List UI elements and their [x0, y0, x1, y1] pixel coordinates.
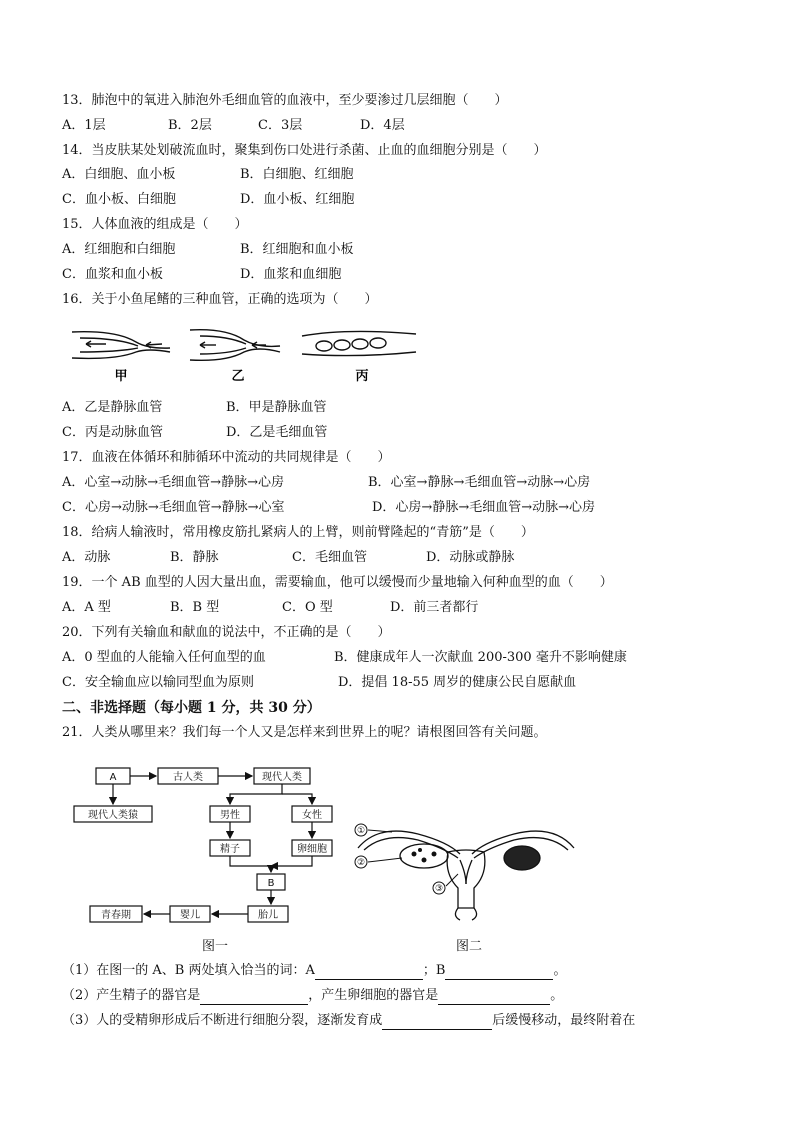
sub-question-2-text-c: 。	[550, 988, 564, 1003]
q16-option-b: B．甲是静脉血管	[226, 400, 327, 415]
question-13: 13．肺泡中的氧进入肺泡外毛细血管的血液中，至少要渗过几层细胞（ ）	[62, 93, 508, 108]
question-17: 17．血液在体循环和肺循环中流动的共同规律是（ ）	[62, 450, 391, 465]
vessel-label-jia: 甲	[114, 369, 128, 384]
sub-question-2-text-a: （2）产生精子的器官是	[62, 988, 201, 1003]
blank-egg-organ[interactable]	[438, 990, 550, 1005]
figure-1-caption: 图一	[202, 939, 229, 954]
figure-1-flowchart	[70, 760, 350, 928]
node-modern-ape: 现代人类猿	[88, 810, 138, 821]
q14-option-d: D．血小板、红细胞	[240, 192, 355, 207]
q18-option-d: D．动脉或静脉	[426, 550, 515, 565]
node-fetus: 胎儿	[258, 910, 278, 921]
q20-option-d: D．提倡 18-55 周岁的健康公民自愿献血	[338, 675, 577, 690]
question-19: 19．一个 AB 血型的人因大量出血，需要输血，他可以缓慢而少量地输入何种血型的血（ ）	[62, 575, 613, 590]
q20-option-a: A．0 型血的人能输入任何血型的血	[62, 650, 266, 665]
sub-question-2	[62, 987, 563, 1005]
label-3: ③	[434, 884, 444, 894]
sub-question-1-text-b: ；B	[422, 963, 446, 978]
blank-a[interactable]	[315, 965, 423, 980]
q18-option-c: C．毛细血管	[292, 550, 367, 565]
question-14: 14．当皮肤某处划破流血时，聚集到伤口处进行杀菌、止血的血细胞分别是（ ）	[62, 143, 547, 158]
q18-option-a: A．动脉	[62, 550, 111, 565]
q19-option-b: B．B 型	[170, 600, 220, 615]
question-20: 20．下列有关输血和献血的说法中，不正确的是（ ）	[62, 625, 391, 640]
vessel-label-bing: 丙	[355, 369, 369, 384]
node-a: A	[109, 772, 117, 783]
section-2-heading: 二、非选择题（每小题 1 分，共 30 分）	[62, 700, 321, 716]
q16-option-c: C．丙是动脉血管	[62, 425, 163, 440]
node-sperm: 精子	[220, 844, 240, 855]
q15-option-a: A．红细胞和白细胞	[62, 242, 176, 257]
q20-option-c: C．安全输血应以输同型血为原则	[62, 675, 254, 690]
sub-question-1-text-c: 。	[553, 963, 567, 978]
q14-option-b: B．白细胞、红细胞	[240, 167, 354, 182]
sub-question-3-text-b: 后缓慢移动，最终附着在	[492, 1013, 636, 1028]
q14-option-a: A．白细胞、血小板	[62, 167, 176, 182]
q13-option-d: D．4层	[360, 118, 405, 133]
q16-option-a: A．乙是静脉血管	[62, 400, 163, 415]
figure-2-uterus	[348, 818, 584, 922]
question-18: 18．给病人输液时，常用橡皮筋扎紧病人的上臂，则前臂隆起的“青筋”是（ ）	[62, 525, 534, 540]
vessel-label-yi: 乙	[231, 369, 245, 384]
q19-option-d: D．前三者都行	[390, 600, 479, 615]
sub-question-2-text-b: ，产生卵细胞的器官是	[308, 988, 439, 1003]
node-puberty: 青春期	[101, 910, 131, 921]
node-infant: 婴儿	[180, 910, 200, 921]
q16-option-d: D．乙是毛细血管	[226, 425, 328, 440]
question-21: 21．人类从哪里来？我们每一个人又是怎样来到世界上的呢？请根图回答有关问题。	[62, 725, 547, 740]
node-modern-human: 现代人类	[262, 772, 302, 783]
label-2: ②	[356, 858, 366, 868]
vessel-diagram	[66, 322, 426, 384]
blank-embryo[interactable]	[382, 1015, 492, 1030]
question-15: 15．人体血液的组成是（ ）	[62, 217, 248, 232]
q19-option-a: A．A 型	[62, 600, 111, 615]
sub-question-3	[62, 1012, 635, 1030]
sub-question-3-text-a: （3）人的受精卵形成后不断进行细胞分裂，逐渐发育成	[62, 1013, 383, 1028]
q13-option-c: C．3层	[258, 118, 303, 133]
q14-option-c: C．血小板、白细胞	[62, 192, 176, 207]
label-1: ①	[356, 826, 366, 836]
blank-sperm-organ[interactable]	[200, 990, 308, 1005]
q18-option-b: B．静脉	[170, 550, 219, 565]
q15-option-d: D．血浆和血细胞	[240, 267, 342, 282]
q13-option-b: B．2层	[168, 118, 212, 133]
node-ancient-human: 古人类	[173, 772, 203, 783]
node-egg: 卵细胞	[297, 844, 327, 855]
blank-b[interactable]	[445, 965, 553, 980]
q15-option-b: B．红细胞和血小板	[240, 242, 354, 257]
q17-option-c: C．心房→动脉→毛细血管→静脉→心室	[62, 500, 285, 515]
q17-option-d: D．心房→静脉→毛细血管→动脉→心房	[372, 500, 595, 515]
question-16: 16．关于小鱼尾鳍的三种血管，正确的选项为（ ）	[62, 292, 378, 307]
figure-2-caption: 图二	[456, 939, 483, 954]
q15-option-c: C．血浆和血小板	[62, 267, 163, 282]
q13-option-a: A．1层	[62, 118, 106, 133]
node-male: 男性	[220, 810, 240, 821]
node-female: 女性	[302, 810, 322, 821]
q17-option-a: A．心室→动脉→毛细血管→静脉→心房	[62, 475, 284, 490]
q17-option-b: B．心室→静脉→毛细血管→动脉→心房	[368, 475, 591, 490]
sub-question-1	[62, 962, 566, 980]
q20-option-b: B．健康成年人一次献血 200-300 毫升不影响健康	[334, 650, 627, 665]
node-b: B	[267, 878, 275, 889]
sub-question-1-text-a: （1）在图一的 A、B 两处填入恰当的词：A	[62, 963, 315, 978]
q19-option-c: C．O 型	[282, 600, 333, 615]
